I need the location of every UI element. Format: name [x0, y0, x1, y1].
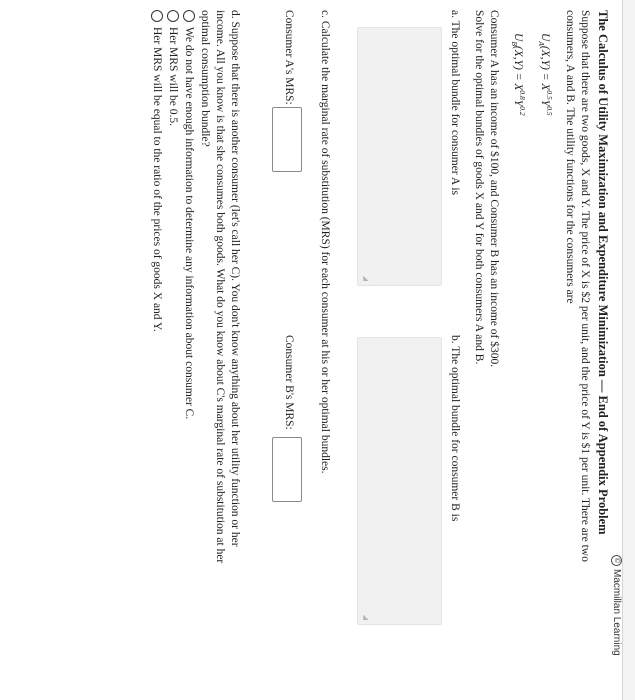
intro-line-2: consumers, A and B. The utility functions for the consumers are — [564, 10, 576, 304]
income-text — [471, 10, 501, 620]
consumer-b-mrs-label: Consumer B's MRS: — [283, 335, 295, 430]
part-d-line-2: income. All you know is that she consumes both goods. What do you know about C's marginal rate of substitution at her — [214, 10, 226, 564]
part-c-label: c. Calculate the marginal rate of substitution (MRS) for each consumer at his or her optimal bundles. — [319, 10, 331, 474]
brand-badge — [611, 555, 622, 656]
intro-line-1: Suppose that there are two goods, X and Y. The price of X is $2 per unit, and the price of Y is $1 per unit. There are two — [579, 10, 591, 562]
part-d-prompt — [197, 10, 242, 630]
consumer-b-mrs-input[interactable] — [272, 437, 302, 502]
resize-handle-icon[interactable]: ◢ — [362, 614, 370, 620]
part-b-label: b. The optimal bundle for consumer B is — [449, 335, 461, 522]
part-d-line-1: d. Suppose that there is another consumer (let's call her C). You don't know anything about her utility function or her — [229, 10, 241, 547]
income-line-2: Solve for the optimal bundles of goods X and Y for both consumers A and B. — [473, 10, 485, 365]
part-a-label: a. The optimal bundle for consumer A is — [449, 10, 461, 196]
copyright-icon: © — [611, 555, 622, 566]
brand-name: Macmillan Learning — [611, 569, 622, 656]
radio-button[interactable] — [167, 10, 179, 22]
radio-button[interactable] — [183, 10, 195, 22]
part-b-answer-box[interactable] — [357, 337, 442, 625]
option-label: Her MRS will be 0.5. — [167, 27, 179, 127]
option-mrs-half[interactable] — [167, 10, 179, 126]
consumer-a-mrs-label: Consumer A's MRS: — [283, 10, 295, 105]
radio-button[interactable] — [151, 10, 163, 22]
option-price-ratio[interactable] — [151, 10, 163, 332]
intro-text — [562, 10, 592, 620]
option-not-enough-info[interactable] — [183, 10, 195, 419]
problem-title: The Calculus of Utility Maximization and Expenditure Minimization — End of Appendix Problem — [596, 10, 610, 535]
utility-function-b: $U_B(X,Y) = X^{0.8}Y^{0.2}$ — [509, 33, 527, 116]
option-label: We do not have enough information to determine any information about consumer C. — [183, 27, 195, 420]
part-a-answer-box[interactable] — [357, 27, 442, 286]
utility-function-a: $U_A(X,Y) = X^{0.5}Y^{0.5}$ — [536, 33, 554, 116]
income-line-1: Consumer A has an income of $100, and Consumer B has an income of $300. — [488, 10, 500, 368]
part-d-line-3: optimal consumption bundle? — [199, 10, 211, 147]
consumer-a-mrs-input[interactable] — [272, 107, 302, 172]
resize-handle-icon[interactable]: ◢ — [362, 275, 370, 281]
option-label: Her MRS will be equal to the ratio of the prices of goods X and Y. — [151, 27, 163, 332]
